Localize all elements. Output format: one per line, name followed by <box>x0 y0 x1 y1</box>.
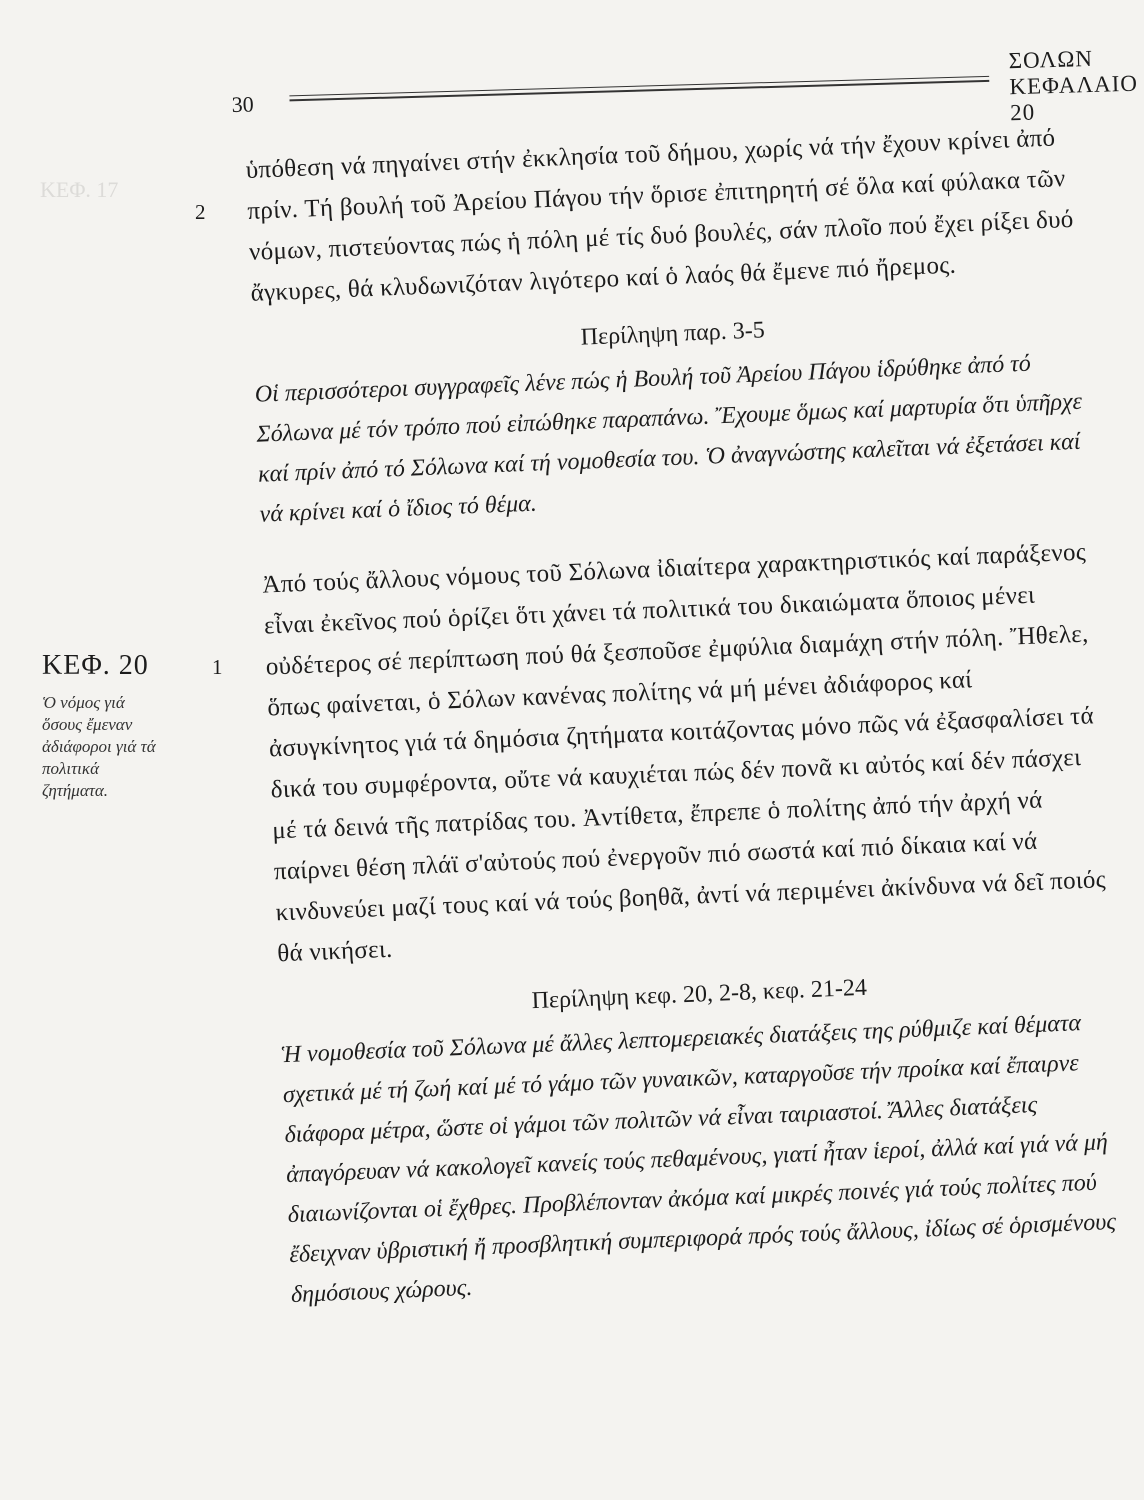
chapter-label: ΚΕΦ. 20 <box>42 650 149 681</box>
summary-text-2: Ἡ νομοθεσία τοῦ Σόλωνα μέ ἄλλες λεπτομερειακές διατάξεις της ρύθμιζε καί θέματα σχετικά μέ τή ζωή καί μέ τό γάμο τῶν γυναικῶν, καταργοῦσε τήν προίκα καί ἔπαιρνε διάφορα μέτρα, ὥστε οἱ γάμοι τῶν πολιτῶν νά εἶναι ταιριαστοί. Ἄλλες διατάξεις ἀπαγόρευαν νά κακολογεῖ κανείς τούς πεθαμένους, γιατί ἦταν ἱεροί, ἀλλά καί γιά νά μή διαιωνίζονται οἱ ἔχθρες. Προβλέπονταν ἀκόμα καί μικρές ποινές γιά τούς πολίτες πού ἔδειχναν ὑβριστική ἤ προσβλητική συμπεριφορά πρός τούς ἄλλους, ἰδίως σέ ὁρισμένους δημόσιους χώρους. <box>280 1010 1117 1309</box>
summary-heading-1: Περίληψη παρ. 3-5 <box>580 317 766 351</box>
margin-number-section-2: 2 <box>195 200 206 224</box>
page-header <box>230 35 1139 126</box>
main-text <box>245 116 1131 1315</box>
margin-number-section-1: 1 <box>212 655 223 679</box>
bleed-through-text <box>40 175 190 205</box>
chapter-margin <box>42 650 207 802</box>
bleed-through-label: ΚΕΦ. 17 <box>40 177 119 202</box>
summary-heading-2: Περίληψη κεφ. 20, 2-8, κεφ. 21-24 <box>531 974 868 1015</box>
page-number: 30 <box>231 91 254 118</box>
running-title: ΣΟΛΩΝ ΚΕΦΑΛΑΙΟ 20 <box>1008 45 1139 126</box>
chapter-margin-note: Ὁ νόμος γιά ὅσους ἔμεναν ἀδιάφοροι γιά τά πολιτικά ζητήματα. <box>42 693 156 800</box>
paragraph-chapter-20: Ἀπό τούς ἄλλους νόμους τοῦ Σόλωνα ἰδιαίτερα χαρακτηριστικός καί παράξενος εἶναι ἐκεῖνος πού ὁρίζει ὅτι χάνει τά πολιτικά του δικαιώματα ὅποιος μένει οὐδέτερος σέ περίπτωση πού θά ξεσποῦσε ἐμφύλια διαμάχη στήν πόλη. Ἤθελε, ὅπως φαίνεται, ὁ Σόλων κανένας πολίτης νά μή μένει ἀδιάφορος καί ἀσυγκίνητος γιά τά δημόσια ζητήματα κοιτάζοντας μόνο πῶς νά ἐξασφαλίσει τά δικά του συμφέροντα, οὔτε νά καυχιέται πώς δέν πονᾶ κι αὐτός καί δέν πάσχει μέ τά δεινά τῆς πατρίδας του. Ἀντίθετα, ἔπρεπε ὁ πολίτης ἀπό τήν ἀρχή νά παίρνει θέση πλάϊ σ'αὐτούς πού ἐνεργοῦν πιό σωστά καί πιό δίκαια καί νά κινδυνεύει μαζί τους καί νά τούς βοηθᾶ, ἀντί νά περιμένει ἀκίνδυνα νά δεῖ ποιός θά νικήσει. <box>261 538 1107 968</box>
paragraph-section-2: ὑπόθεση νά πηγαίνει στήν ἐκκλησία τοῦ δήμου, χωρίς νά τήν ἔχουν κρίνει ἀπό πρίν. Τή βουλή τοῦ Ἀρείου Πάγου τήν ὅρισε ἐπιτηρητή σέ ὅλα καί φύλακα τῶν νόμων, πιστεύοντας πώς ἡ πόλη μέ τίς δυό βουλές, σάν πλοῖο πού ἔχει ρίξει δυό ἄγκυρες, θά κλυδωνιζόταν λιγότερο καί ὁ λαός θά ἔμενε πιό ἤρεμος. <box>245 124 1075 307</box>
summary-text-1: Οἱ περισσότεροι συγγραφεῖς λένε πώς ἡ Βουλή τοῦ Ἀρείου Πάγου ἱδρύθηκε ἀπό τό Σόλωνα μέ τόν τρόπο πού εἰπώθηκε παραπάνω. Ἔχουμε ὅμως καί μαρτυρία ὅτι ὑπῆρχε καί πρίν ἀπό τό Σόλωνα καί τή νομοθεσία του. Ὁ ἀναγνώστης καλεῖται νά ἐξετάσει καί νά κρίνει καί ὁ ἴδιος τό θέμα. <box>254 350 1083 528</box>
header-rule-thin <box>289 76 989 97</box>
header-rule-thick <box>290 80 990 102</box>
